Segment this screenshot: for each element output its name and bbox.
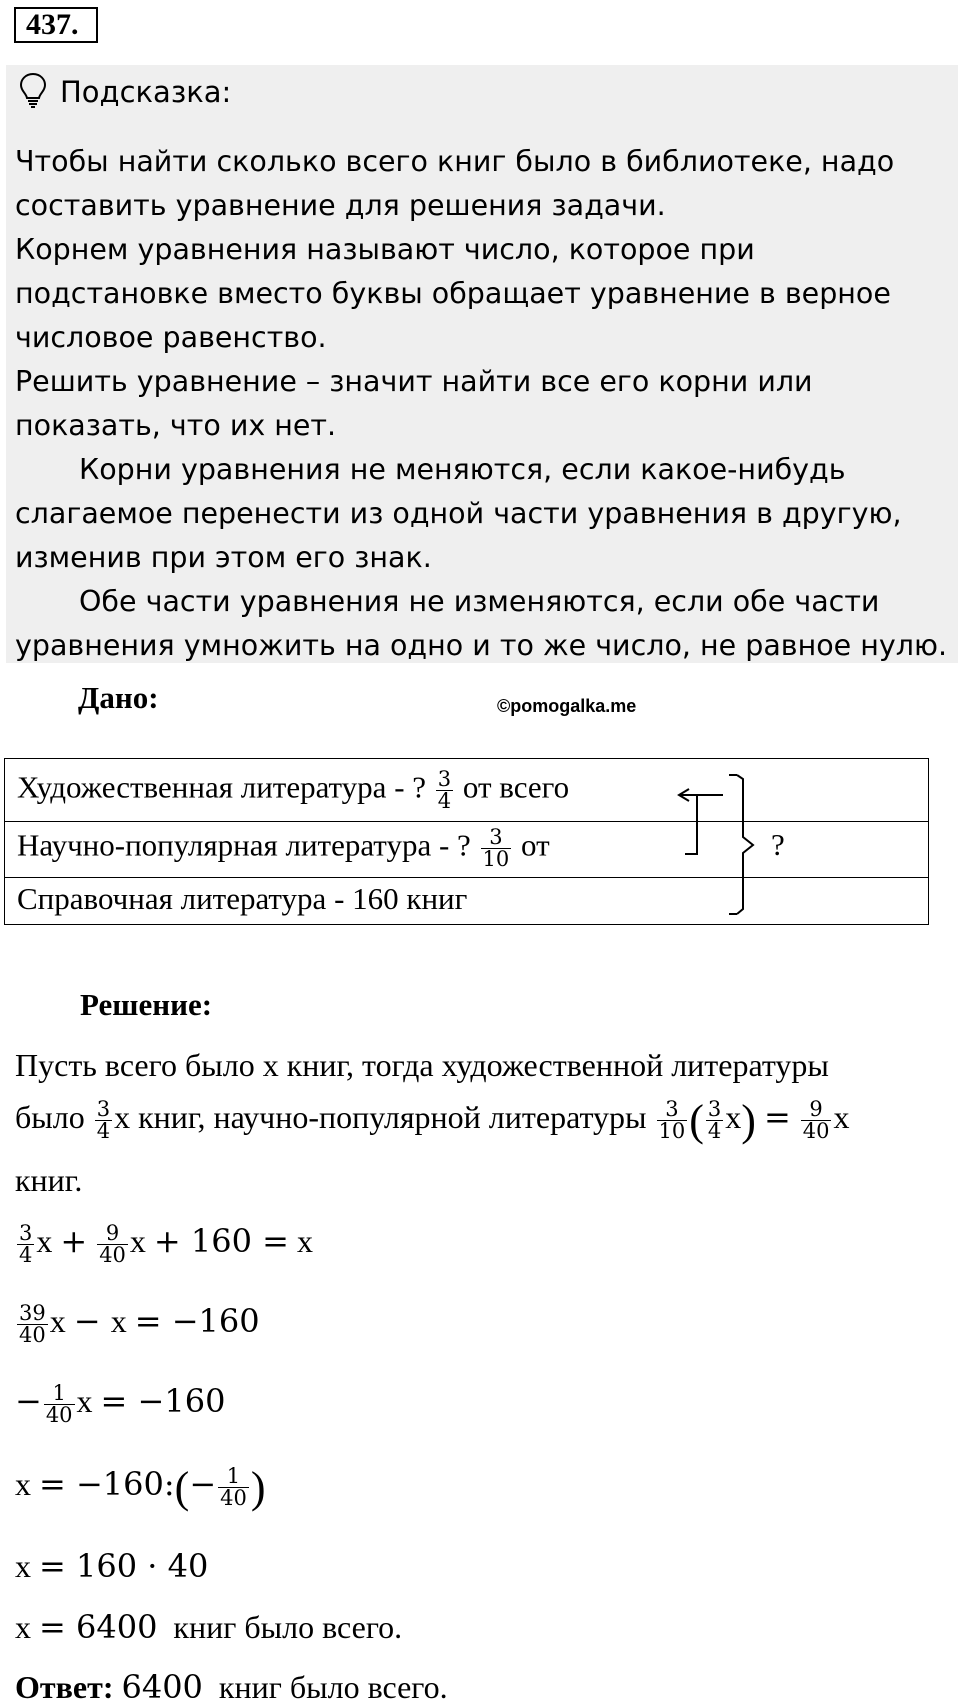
fraction: $\frac{3}{10}$ [482, 825, 510, 871]
bracket-arrows-icon [5, 759, 930, 926]
hint-title: Подсказка: [60, 75, 232, 109]
task-number: 437. [14, 7, 98, 43]
hint-line: слагаемое перенести из одной части уравнения в другую, [15, 497, 902, 530]
solution-label: Решение: [80, 987, 213, 1022]
row-text: Научно-популярная литература - ? [17, 827, 471, 863]
row-text-after: от всего [462, 769, 570, 805]
hint-line: изменив при этом его знак. [15, 541, 432, 574]
equation: $\frac{39}{40}$ x − x = −160 [19, 1301, 260, 1348]
hint-line: Чтобы найти сколько всего книг было в библиотеке, надо [15, 145, 895, 178]
lightbulb-icon [18, 72, 48, 108]
solution-line: книг. [15, 1162, 83, 1198]
row-text-after: от [521, 827, 550, 863]
hint-line: Корнем уравнения называют число, которое при [15, 233, 755, 266]
solution-line: Пусть всего было x книг, тогда художественной литературы [15, 1047, 829, 1083]
answer-line [15, 1668, 448, 1706]
solution-line: было $\frac{3}{4}$ x книг, научно-популярной литературы $\frac{3}{10}$ ( $\frac{3}{4}$ x) = $\frac{9}{40}$ x [15, 1096, 850, 1145]
row-text: Художественная литература - ? [17, 769, 427, 805]
answer-text: книг было всего. [218, 1669, 448, 1705]
answer-value: 6400 [121, 1668, 203, 1706]
hint-line: числовое равенство. [15, 321, 327, 354]
question-mark: ? [771, 827, 785, 862]
equation: − $\frac{1}{40}$ x = −160 [15, 1381, 226, 1428]
given-label: Дано: [78, 680, 159, 715]
given-table [4, 758, 929, 925]
watermark: ©pomogalka.me [497, 696, 637, 716]
hint-line: составить уравнение для решения задачи. [15, 189, 666, 222]
equation: x = −160:(− $\frac{1}{40}$ ) [15, 1463, 266, 1512]
equation: x = 160 · 40 [15, 1547, 209, 1585]
hint-line: Корни уравнения не меняются, если какое-нибудь [79, 453, 846, 486]
hint-line: подстановке вместо буквы обращает уравнение в верное [15, 277, 891, 310]
hint-line: Решить уравнение – значит найти все его корни или [15, 365, 813, 398]
hint-line: уравнения умножить на одно и то же число, не равное нулю. [15, 629, 948, 662]
fraction: $\frac{3}{4}$ [437, 767, 452, 813]
hint-text [15, 140, 950, 668]
hint-line: показать, что их нет. [15, 409, 337, 442]
equation: x = 6400 книг было всего. [15, 1608, 403, 1646]
equation: $\frac{3}{4}$ x + $\frac{9}{40}$ x + 160 = x [19, 1221, 313, 1268]
row-text: Справочная литература - 160 книг [17, 881, 468, 916]
hint-line: Обе части уравнения не изменяются, если обе части [79, 585, 880, 618]
answer-label: Ответ: [15, 1669, 114, 1705]
